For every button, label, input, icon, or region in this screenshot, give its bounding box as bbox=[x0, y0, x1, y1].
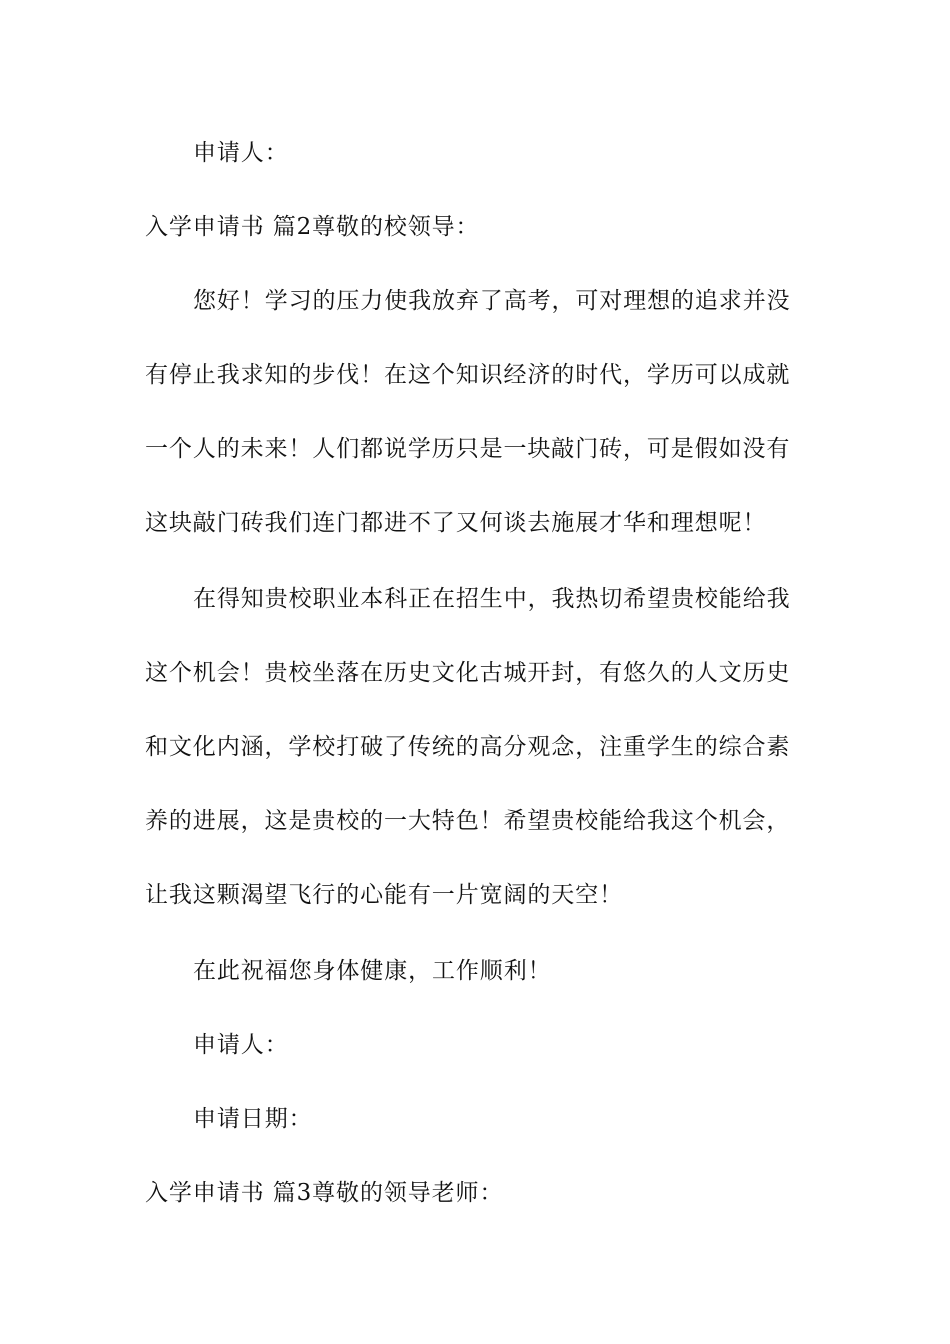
paragraph-line: 一个人的未来！人们都说学历只是一块敲门砖，可是假如没有 bbox=[145, 436, 791, 462]
paragraph-line: 在得知贵校职业本科正在招生中，我热切希望贵校能给我 bbox=[193, 586, 791, 612]
section-heading: 入学申请书 篇3尊敬的领导老师： bbox=[145, 1180, 504, 1206]
paragraph-line: 您好！学习的压力使我放弃了高考，可对理想的追求并没 bbox=[193, 288, 791, 314]
paragraph-line: 这个机会！贵校坐落在历史文化古城开封，有悠久的人文历史 bbox=[145, 660, 791, 686]
signature-line: 申请人： bbox=[193, 1032, 289, 1058]
section-heading: 入学申请书 篇2尊敬的校领导： bbox=[145, 214, 480, 240]
date-line: 申请日期： bbox=[193, 1106, 313, 1132]
paragraph-line: 和文化内涵，学校打破了传统的高分观念，注重学生的综合素 bbox=[145, 734, 791, 760]
paragraph-line: 这块敲门砖我们连门都进不了又何谈去施展才华和理想呢！ bbox=[145, 510, 767, 536]
signature-line: 申请人： bbox=[193, 140, 289, 166]
paragraph-line: 让我这颗渴望飞行的心能有一片宽阔的天空！ bbox=[145, 882, 623, 908]
paragraph-line: 有停止我求知的步伐！在这个知识经济的时代，学历可以成就 bbox=[145, 362, 791, 388]
closing-wish: 在此祝福您身体健康，工作顺利！ bbox=[193, 958, 552, 984]
paragraph-line: 养的进展，这是贵校的一大特色！希望贵校能给我这个机会， bbox=[145, 808, 791, 834]
